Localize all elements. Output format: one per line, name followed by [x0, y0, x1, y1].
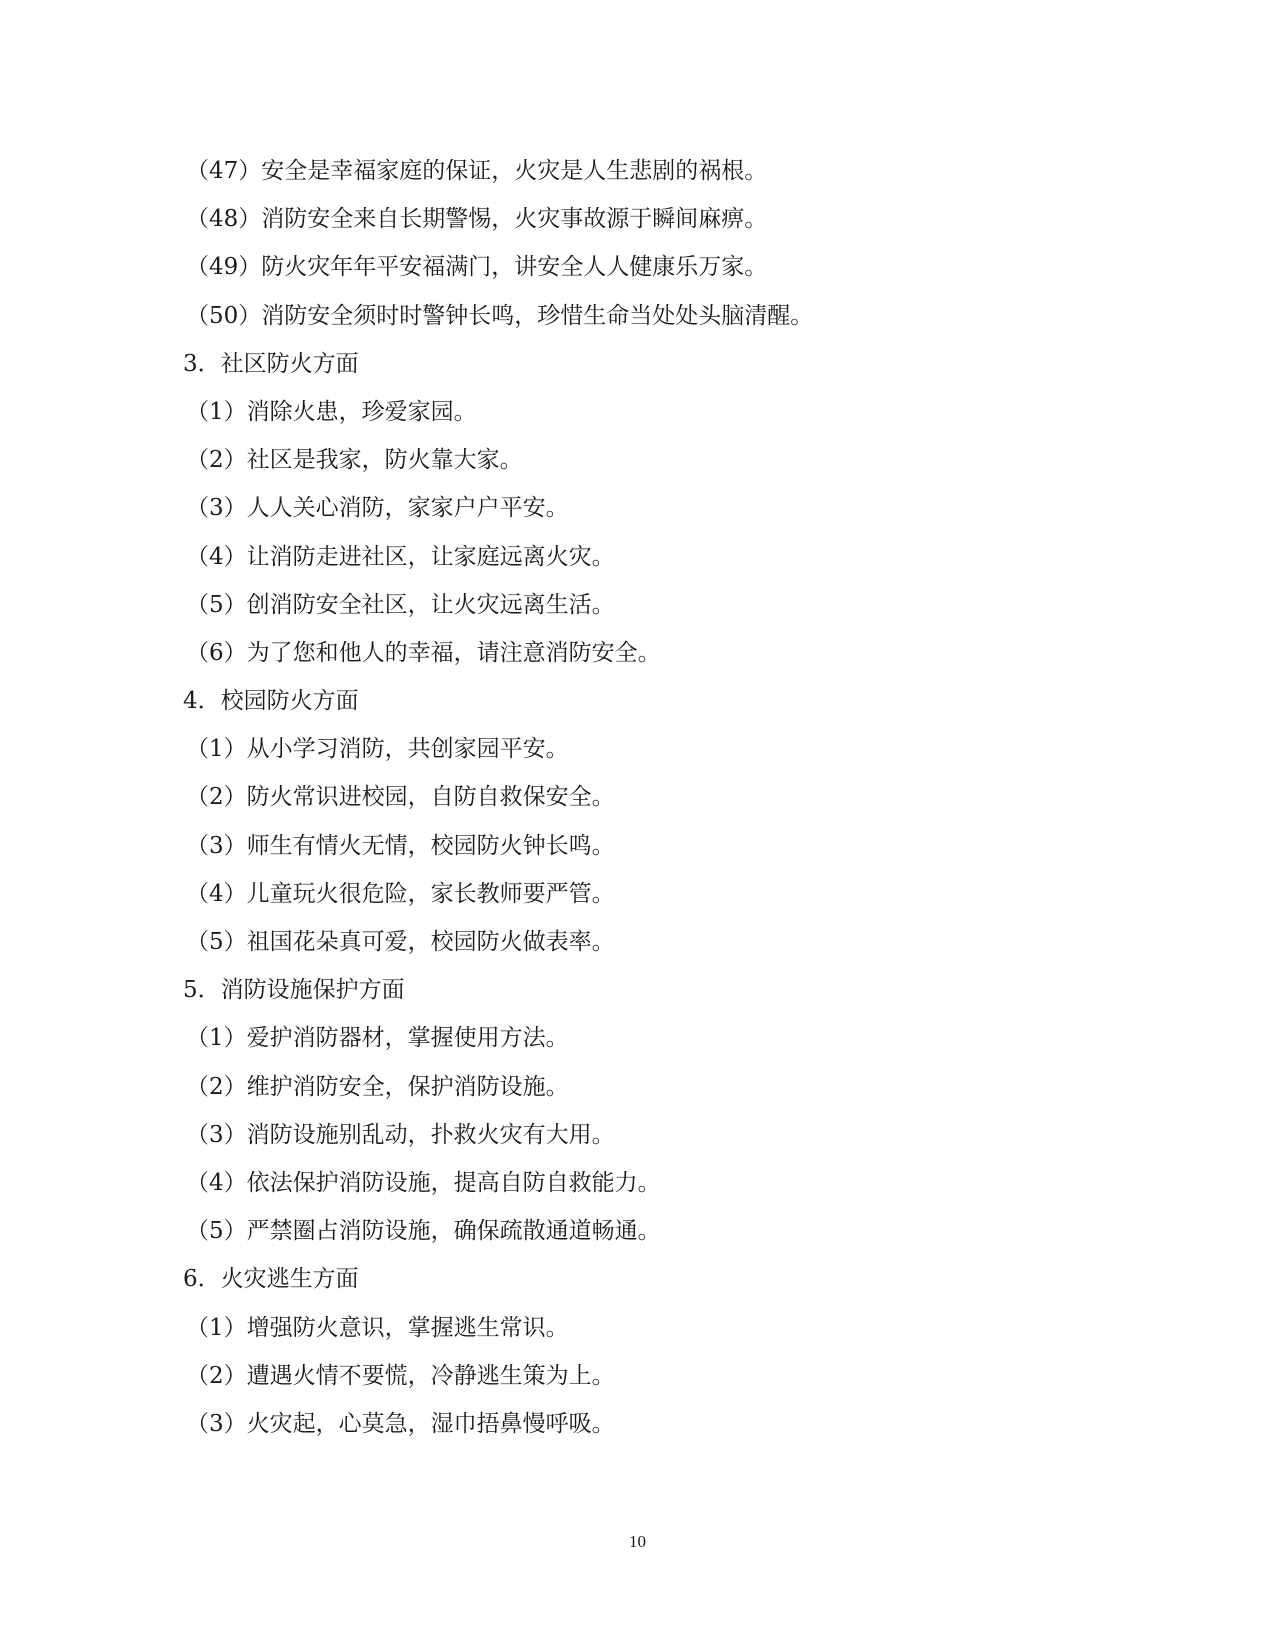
slogan-item: （47）安全是幸福家庭的保证，火灾是人生悲剧的祸根。	[186, 158, 768, 184]
slogan-item: （1）消除火患，珍爱家园。	[186, 398, 477, 425]
slogan-item: （1）爱护消防器材，掌握使用方法。	[186, 1025, 569, 1052]
slogan-item: （4）让消防走进社区，让家庭远离火灾。	[186, 543, 615, 570]
section-heading: 3．社区防火方面	[183, 350, 359, 377]
slogan-item: （2）社区是我家，防火靠大家。	[186, 447, 523, 474]
slogan-item: （2）防火常识进校园，自防自救保安全。	[186, 784, 615, 811]
slogan-item: （5）严禁圈占消防设施，确保疏散通道畅通。	[186, 1218, 661, 1245]
slogan-item: （1）增强防火意识，掌握逃生常识。	[186, 1314, 569, 1341]
slogan-item: （5）创消防安全社区，让火灾远离生活。	[186, 591, 615, 618]
section-heading: 4．校园防火方面	[183, 688, 359, 715]
slogan-item: （4）依法保护消防设施，提高自防自救能力。	[186, 1169, 661, 1196]
slogan-item: （49）防火灾年年平安福满门，讲安全人人健康乐万家。	[186, 254, 768, 281]
slogan-item: （50）消防安全须时时警钟长鸣，珍惜生命当处处头脑清醒。	[186, 302, 814, 329]
slogan-item: （48）消防安全来自长期警惕，火灾事故源于瞬间麻痹。	[186, 206, 768, 233]
slogan-item: （3）消防设施别乱动，扑救火灾有大用。	[186, 1121, 615, 1148]
slogan-item: （3）人人关心消防，家家户户平安。	[186, 495, 569, 522]
slogan-item: （1）从小学习消防，共创家园平安。	[186, 736, 569, 763]
slogan-item: （2）遭遇火情不要慌，冷静逃生策为上。	[186, 1362, 615, 1389]
slogan-item: （3）火灾起，心莫急，湿巾捂鼻慢呼吸。	[186, 1410, 615, 1437]
page-number: 10	[629, 1532, 646, 1551]
slogan-item: （6）为了您和他人的幸福，请注意消防安全。	[186, 639, 661, 666]
slogan-item: （5）祖国花朵真可爱，校园防火做表率。	[186, 929, 615, 955]
slogan-item: （3）师生有情火无情，校园防火钟长鸣。	[186, 832, 615, 859]
slogan-item: （2）维护消防安全，保护消防设施。	[186, 1073, 569, 1100]
slogan-item: （4）儿童玩火很危险，家长教师要严管。	[186, 880, 615, 907]
section-heading: 5．消防设施保护方面	[183, 977, 405, 1004]
document-body	[0, 147, 1275, 1448]
section-heading: 6．火灾逃生方面	[183, 1266, 359, 1293]
